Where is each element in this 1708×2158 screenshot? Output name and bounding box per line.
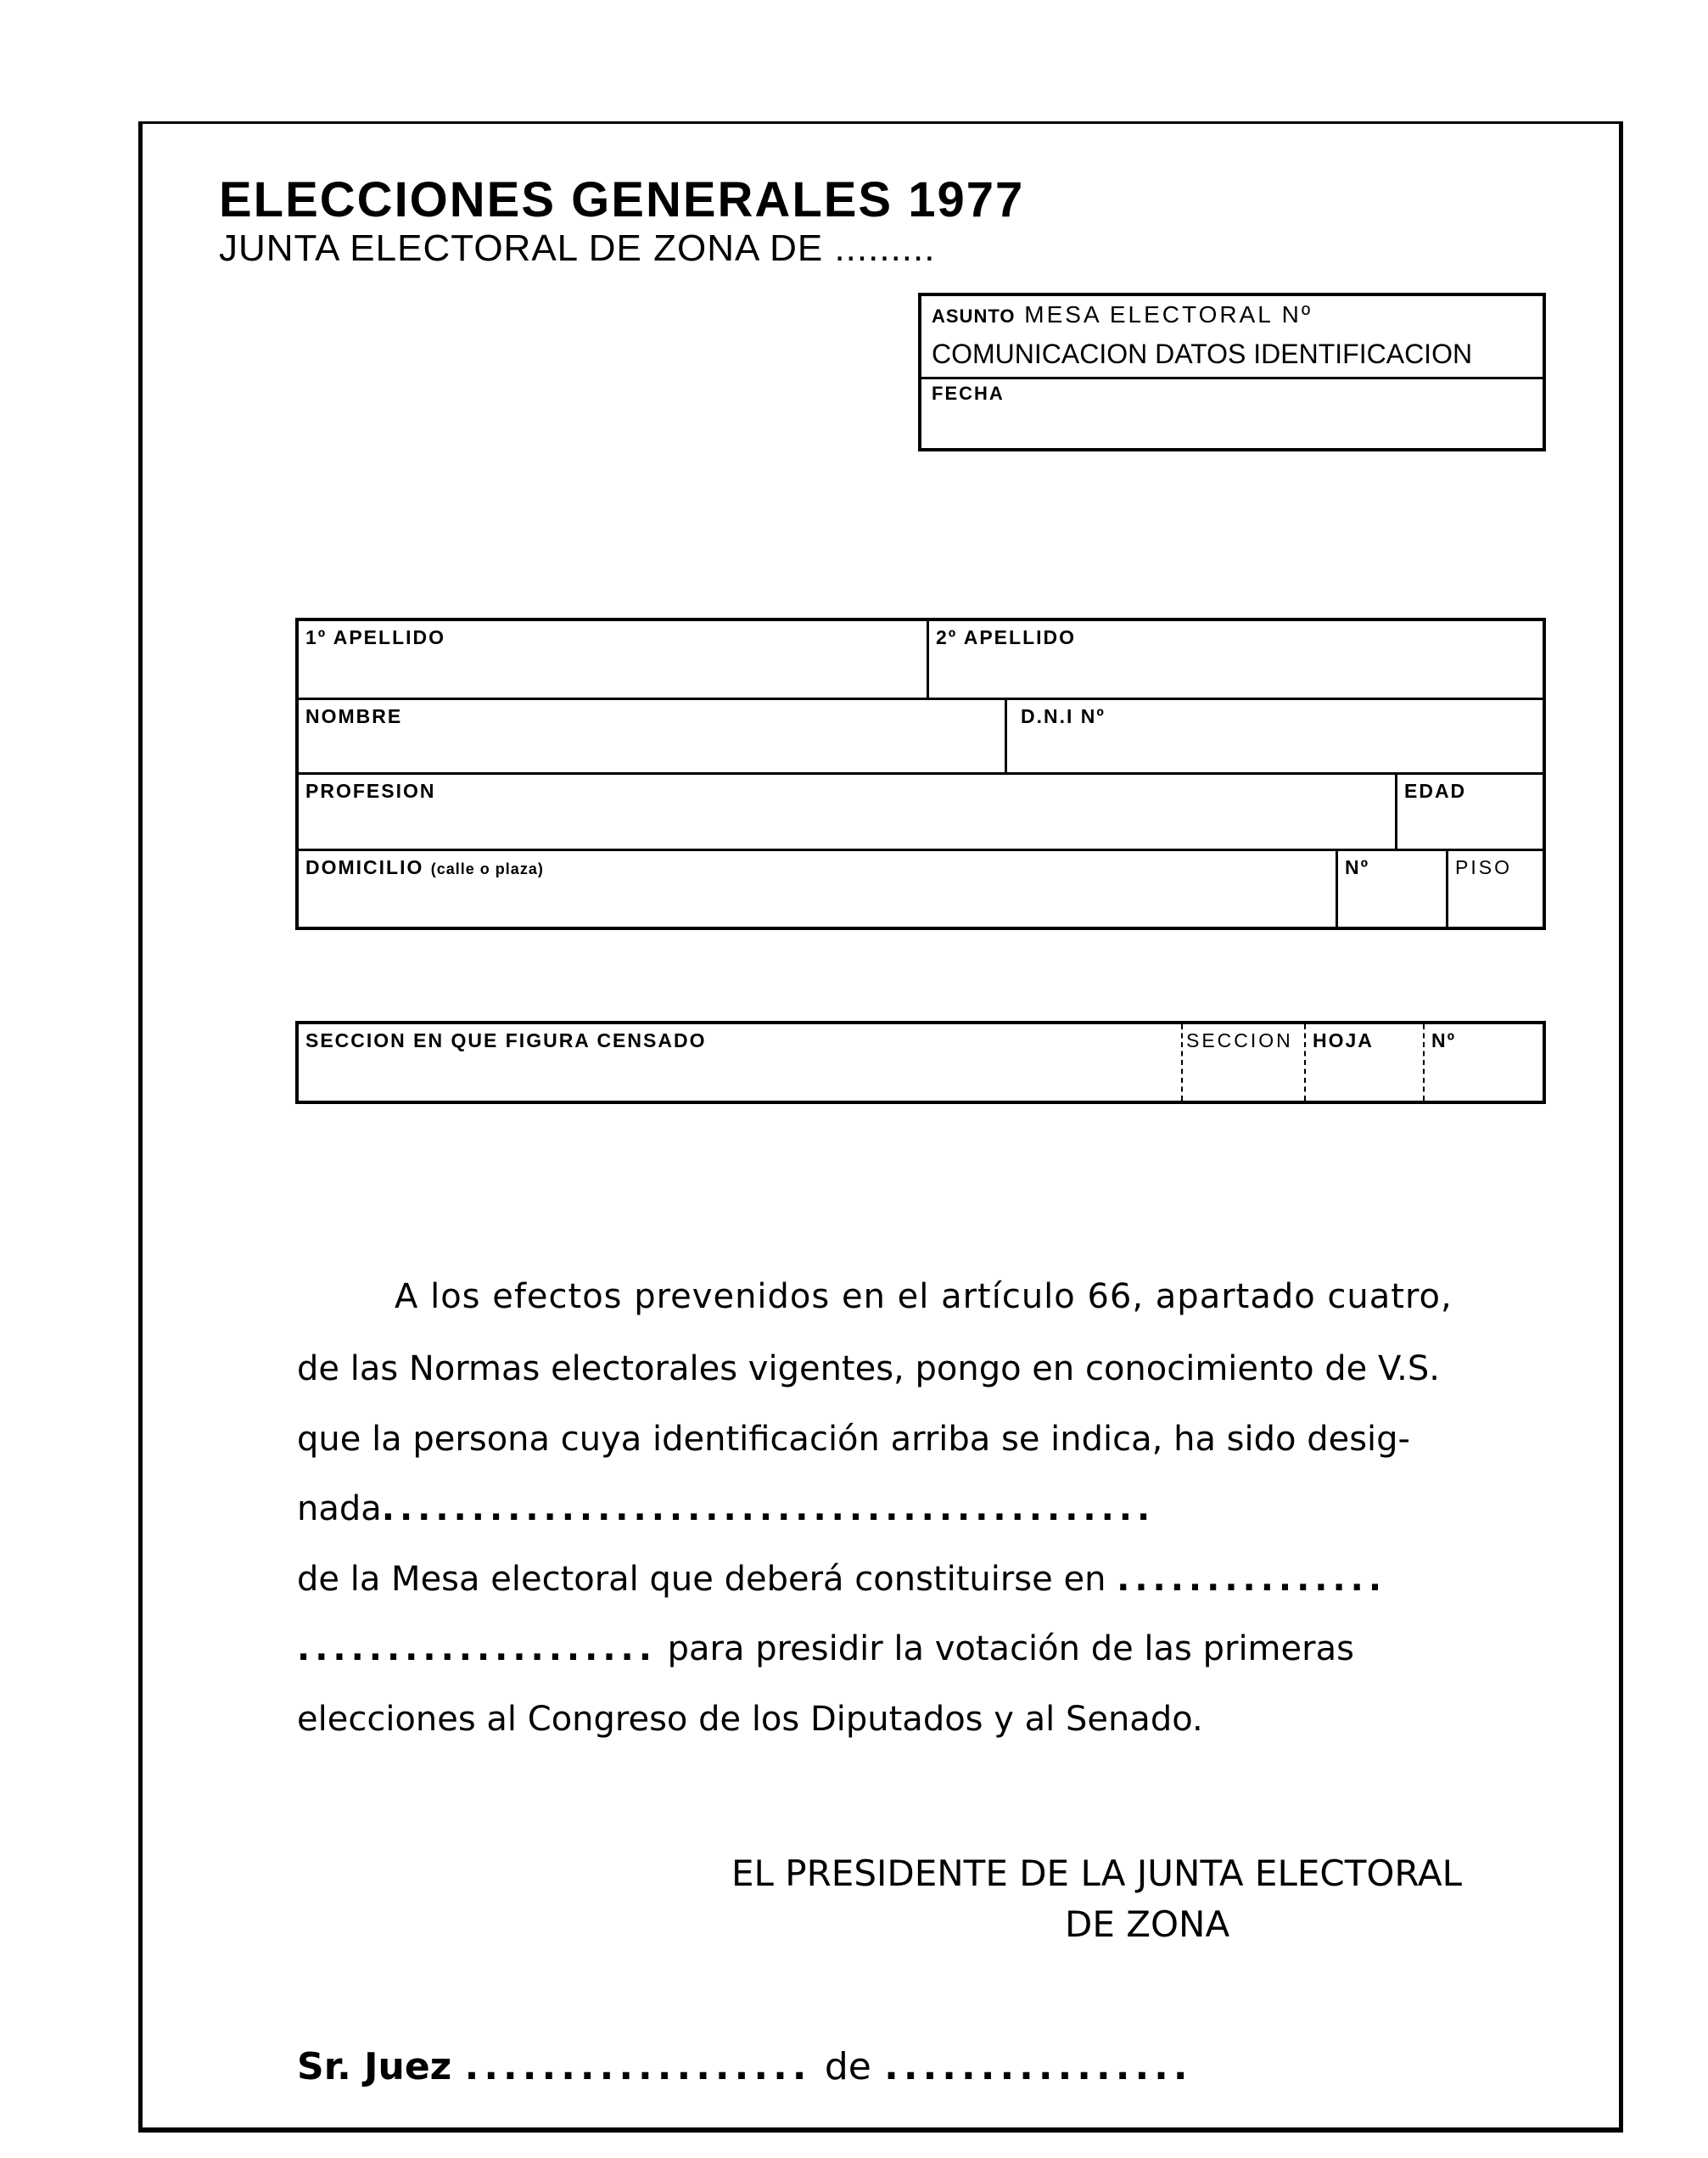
subject-row-asunto	[932, 301, 1313, 328]
field-dni[interactable]	[1005, 700, 1543, 772]
mesa-electoral-label: MESA ELECTORAL Nº	[1024, 301, 1313, 328]
fecha-label: FECHA	[932, 383, 1005, 404]
field-domicilio[interactable]	[299, 851, 1336, 930]
numero-label: Nº	[1345, 856, 1370, 878]
body-line-6	[297, 1629, 1536, 1668]
document-subtitle: JUNTA ELECTORAL DE ZONA DE .........	[219, 227, 936, 269]
census-table	[295, 1021, 1546, 1104]
constituirse-dots: ...............	[1117, 1560, 1387, 1599]
field-hoja[interactable]	[1304, 1024, 1423, 1101]
primer-apellido-label: 1º APELLIDO	[305, 626, 446, 648]
hoja-label: HOJA	[1313, 1029, 1374, 1051]
place-dots: ................	[884, 2045, 1193, 2088]
nada-dots: ...........................................	[381, 1489, 1156, 1528]
asunto-label: ASUNTO	[932, 305, 1016, 327]
field-seccion-censado[interactable]	[299, 1024, 1181, 1101]
nombre-label: NOMBRE	[305, 705, 403, 727]
row-apellidos	[299, 621, 1543, 700]
presidir-sentence: para presidir la votación de las primeras	[667, 1629, 1354, 1668]
seccion-label: SECCION	[1186, 1029, 1293, 1051]
field-segundo-apellido[interactable]	[927, 621, 1543, 698]
field-numero[interactable]	[1336, 851, 1446, 930]
field-seccion[interactable]	[1181, 1024, 1304, 1101]
dni-label: D.N.I Nº	[1021, 705, 1106, 727]
profesion-label: PROFESION	[305, 780, 436, 802]
signature-line-2: DE ZONA	[1065, 1903, 1230, 1945]
row-nombre	[299, 700, 1543, 775]
presidir-dots: ....................	[297, 1629, 657, 1668]
field-nombre[interactable]	[299, 700, 1005, 772]
field-profesion[interactable]	[299, 775, 1395, 849]
document-title: ELECCIONES GENERALES 1977	[219, 172, 1025, 227]
body-line-3: que la persona cuya identificación arriba se indica, ha sido desig-	[297, 1420, 1410, 1459]
domicilio-text: DOMICILIO	[305, 856, 424, 878]
seccion-censado-label: SECCION EN QUE FIGURA CENSADO	[305, 1029, 707, 1051]
comunicacion-label: COMUNICACION DATOS IDENTIFICACION	[932, 339, 1473, 369]
field-piso[interactable]	[1446, 851, 1543, 930]
row-domicilio	[299, 851, 1543, 930]
nada-word: nada	[297, 1489, 382, 1528]
subject-divider	[921, 377, 1543, 379]
juez-dots: ..................	[464, 2045, 812, 2088]
domicilio-hint: (calle o plaza)	[430, 860, 544, 877]
segundo-apellido-label: 2º APELLIDO	[936, 626, 1077, 648]
field-census-numero[interactable]	[1423, 1024, 1543, 1101]
sr-juez-label: Sr. Juez	[297, 2045, 452, 2088]
row-profesion	[299, 775, 1543, 851]
identification-table	[295, 618, 1546, 930]
piso-label: PISO	[1455, 856, 1512, 878]
footer-line	[297, 2045, 1193, 2088]
domicilio-label	[305, 856, 544, 879]
census-numero-label: Nº	[1431, 1029, 1457, 1051]
field-primer-apellido[interactable]	[299, 621, 927, 698]
mesa-sentence: de la Mesa electoral que deberá constituirse en	[297, 1560, 1106, 1599]
subject-box	[918, 293, 1546, 451]
body-line-2: de las Normas electorales vigentes, pongo en conocimiento de V.S.	[297, 1349, 1440, 1388]
signature-line-1: EL PRESIDENTE DE LA JUNTA ELECTORAL	[731, 1853, 1463, 1894]
de-label: de	[824, 2045, 871, 2088]
body-line-4	[297, 1489, 1536, 1528]
body-line-7: elecciones al Congreso de los Diputados y al Senado.	[297, 1700, 1203, 1739]
field-edad[interactable]	[1395, 775, 1543, 849]
body-line-1: A los efectos prevenidos en el artículo 66, apartado cuatro,	[395, 1277, 1453, 1316]
edad-label: EDAD	[1404, 780, 1467, 802]
body-line-5	[297, 1560, 1536, 1599]
